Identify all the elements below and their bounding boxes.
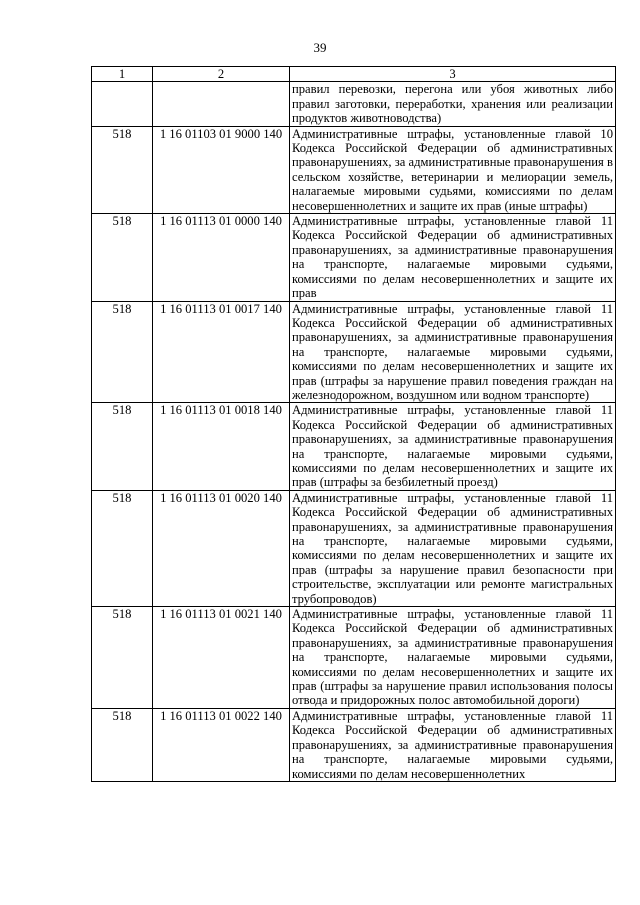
table-body (92, 82, 616, 782)
row-number-cell: 518 (92, 490, 153, 606)
row-number-cell: 518 (92, 403, 153, 490)
description-cell: Административные штрафы, установленные главой 10 Кодекса Российской Федерации об административных правонарушениях, за административные правонарушения в сельском хозяйстве, ветеринарии и мелиорации земель, налагаемые мировыми судьями, комиссиями по делам несовершеннолетних и защите их прав (иные штрафы) (290, 126, 616, 213)
column-header-2: 2 (153, 67, 290, 82)
row-number-cell: 518 (92, 126, 153, 213)
page-number: 39 (313, 40, 327, 55)
table-row (92, 214, 616, 301)
budget-code-cell: 1 16 01103 01 9000 140 (153, 126, 290, 213)
budget-code-cell: 1 16 01113 01 0018 140 (153, 403, 290, 490)
budget-code-cell: 1 16 01113 01 0017 140 (153, 301, 290, 403)
description-cell: Административные штрафы, установленные главой 11 Кодекса Российской Федерации об административных правонарушениях, за административные правонарушения на транспорте, налагаемые мировыми судьями, комиссиями по делам несовершеннолетних и защите их прав (штрафы за нарушение правил поведения граждан на железнодорожном, воздушном или водном транспорте) (290, 301, 616, 403)
description-cell: Административные штрафы, установленные главой 11 Кодекса Российской Федерации об административных правонарушениях, за административные правонарушения на транспорте, налагаемые мировыми судьями, комиссиями по делам несовершеннолетних и защите их прав (штрафы за нарушение правил безопасности при строительстве, эксплуатации или ремонте магистральных трубопроводов) (290, 490, 616, 606)
column-header-3: 3 (290, 67, 616, 82)
row-number-cell (92, 82, 153, 126)
budget-code-cell: 1 16 01113 01 0020 140 (153, 490, 290, 606)
row-number-cell: 518 (92, 214, 153, 301)
row-number-cell: 518 (92, 708, 153, 781)
budget-code-cell: 1 16 01113 01 0000 140 (153, 214, 290, 301)
row-number-cell: 518 (92, 607, 153, 709)
description-cell: Административные штрафы, установленные главой 11 Кодекса Российской Федерации об административных правонарушениях, за административные правонарушения на транспорте, налагаемые мировыми судьями, комиссиями по делам несовершеннолетних и защите их прав (штрафы за нарушение правил использования полосы отвода и придорожных полос автомобильной дороги) (290, 607, 616, 709)
table-row (92, 82, 616, 126)
budget-code-cell: 1 16 01113 01 0022 140 (153, 708, 290, 781)
description-cell: Административные штрафы, установленные главой 11 Кодекса Российской Федерации об административных правонарушениях, за административные правонарушения на транспорте, налагаемые мировыми судьями, комиссиями по делам несовершеннолетних и защите их прав (290, 214, 616, 301)
table-row (92, 708, 616, 781)
budget-code-cell (153, 82, 290, 126)
table-row (92, 126, 616, 213)
table-row (92, 403, 616, 490)
row-number-cell: 518 (92, 301, 153, 403)
column-header-1: 1 (92, 67, 153, 82)
table-header-row (92, 67, 616, 82)
table-row (92, 490, 616, 606)
table-row (92, 607, 616, 709)
description-cell: Административные штрафы, установленные главой 11 Кодекса Российской Федерации об административных правонарушениях, за административные правонарушения на транспорте, налагаемые мировыми судьями, комиссиями по делам несовершеннолетних (290, 708, 616, 781)
budget-codes-table (91, 66, 616, 782)
table-row (92, 301, 616, 403)
description-cell: Административные штрафы, установленные главой 11 Кодекса Российской Федерации об административных правонарушениях, за административные правонарушения на транспорте, налагаемые мировыми судьями, комиссиями по делам несовершеннолетних и защите их прав (штрафы за безбилетный проезд) (290, 403, 616, 490)
budget-code-cell: 1 16 01113 01 0021 140 (153, 607, 290, 709)
description-cell: правил перевозки, перегона или убоя животных либо правил заготовки, переработки, хранения или реализации продуктов животноводства) (290, 82, 616, 126)
